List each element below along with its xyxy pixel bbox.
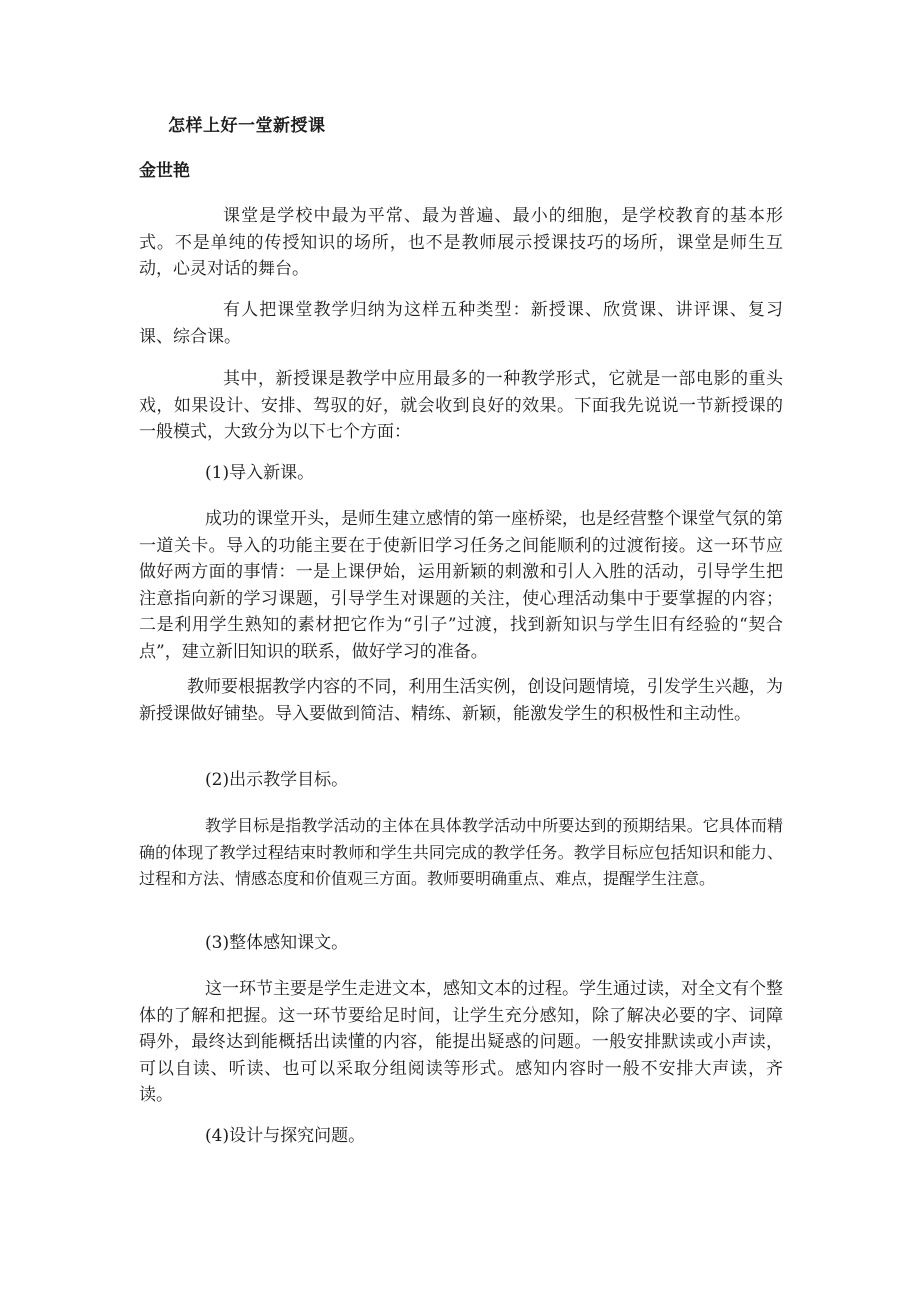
section-heading-2: (2)出示教学目标。 — [205, 770, 349, 790]
paragraph-objectives: 教学目标是指教学活动的主体在具体教学活动中所要达到的预期结果。它具体而精确的体现了教学过程结束时教师和学生共同完成的教学任务。教学目标应包括知识和能力、过程和方法、情感态度和价值观三方面。教师要明确重点、难点，提醒学生注意。 — [139, 816, 783, 888]
paragraph-intro: 课堂是学校中最为平常、最为普遍、最小的细胞，是学校教育的基本形式。不是单纯的传授知识的场所，也不是教师展示授课技巧的场所，课堂是师生互动，心灵对话的舞台。 — [139, 206, 783, 279]
paragraph-new-lesson: 其中，新授课是教学中应用最多的一种教学形式，它就是一部电影的重头戏，如果设计、安排、驾驭的好，就会收到良好的效果。下面我先说说一节新授课的一般模式，大致分为以下七个方面： — [139, 369, 783, 442]
paragraph-teacher-context: 教师要根据教学内容的不同，利用生活实例，创设问题情境，引发学生兴趣，为新授课做好铺垫。导入要做到简洁、精练、新颖，能激发学生的积极性和主动性。 — [139, 677, 783, 724]
document-author: 金世艳 — [139, 161, 190, 181]
paragraph-types: 有人把课堂教学归纳为这样五种类型：新授课、欣赏课、讲评课、复习课、综合课。 — [139, 300, 783, 347]
paragraph-introduction-step: 成功的课堂开头，是师生建立感情的第一座桥梁，也是经营整个课堂气氛的第一道关卡。导入的功能主要在于使新旧学习任务之间能顺利的过渡衔接。这一环节应做好两方面的事情：一是上课伊始，运用新颖的刺激和引人入胜的活动，引导学生把注意指向新的学习课题，引导学生对课题的关注，使心理活动集中于要掌握的内容；二是利用学生熟知的素材把它作为“引子”过渡，找到新知识与学生旧有经验的“契合点”，建立新旧知识的联系，做好学习的准备。 — [139, 509, 783, 662]
section-heading-4: (4)设计与探究问题。 — [205, 1126, 366, 1146]
section-heading-3: (3)整体感知课文。 — [205, 933, 349, 953]
paragraph-perception: 这一环节主要是学生走进文本，感知文本的过程。学生通过读，对全文有个整体的了解和把握。这一环节要给足时间，让学生充分感知，除了解决必要的字、词障碍外，最终达到能概括出读懂的内容，能提出疑惑的问题。一般安排默读或小声读，可以自读、听读、也可以采取分组阅读等形式。感知内容时一般不安排大声读，齐读。 — [139, 979, 783, 1105]
section-heading-1: (1)导入新课。 — [205, 463, 315, 483]
document-title: 怎样上好一堂新授课 — [168, 116, 326, 136]
